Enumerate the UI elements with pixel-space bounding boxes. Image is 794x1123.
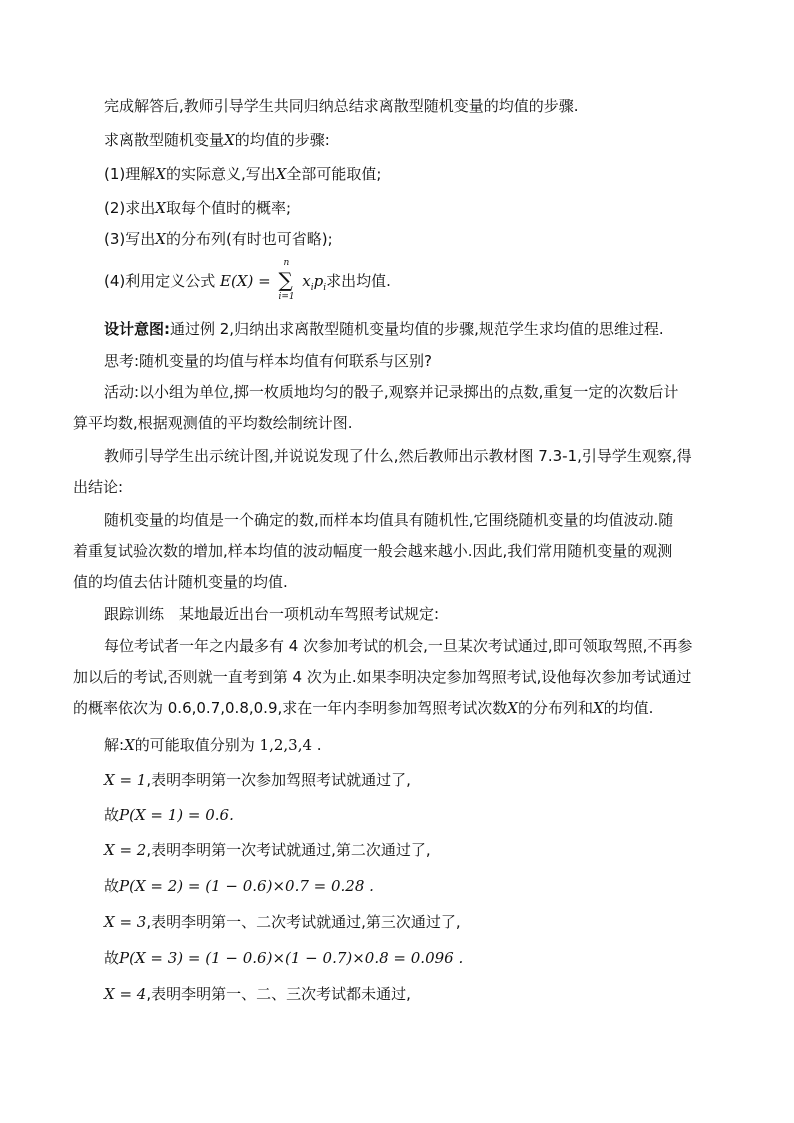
solution-case-2: X = 2,表明李明第一次考试就通过,第二次通过了,: [104, 841, 431, 859]
exercise-line-1: 每位考试者一年之内最多有 4 次参加考试的机会,一旦某次考试通过,即可领取驾照,不再参: [104, 637, 693, 655]
teacher-line-2: 出结论:: [73, 478, 124, 496]
conclusion-line-1: 随机变量的均值是一个确定的数,而样本均值具有随机性,它围绕随机变量的均值波动.随: [104, 511, 674, 529]
step-4: (4)利用定义公式 E(X) = n ∑ i=1 $x_ip_i$求出均值.: [104, 257, 391, 302]
expectation-formula-lhs: E(X) =: [220, 272, 271, 290]
solution-prob-1: 故P(X = 1) = 0.6.: [104, 806, 234, 824]
design-intent: 设计意图:通过例 2,归纳出求离散型随机变量均值的步骤,规范学生求均值的思维过程.: [104, 320, 664, 338]
step-1: (1)理解X的实际意义,写出X全部可能取值;: [104, 165, 382, 183]
solution-prob-3: 故P(X = 3) = (1 − 0.6)×(1 − 0.7)×0.8 = 0.096 .: [104, 949, 464, 967]
solution-case-4: X = 4,表明李明第一、二、三次考试都未通过,: [104, 985, 411, 1003]
exercise-line-2: 加以后的考试,否则就一直考到第 4 次为止.如果李明决定参加驾照考试,设他每次参加考试通过: [73, 668, 692, 686]
text-line-2: 求离散型随机变量X的均值的步骤:: [104, 131, 330, 149]
solution-case-3: X = 3,表明李明第一、二次考试就通过,第三次通过了,: [104, 913, 461, 931]
step-3: (3)写出X的分布列(有时也可省略);: [104, 230, 333, 248]
solution-prob-2: 故P(X = 2) = (1 − 0.6)×0.7 = 0.28 .: [104, 877, 374, 895]
activity-line-1: 活动:以小组为单位,掷一枚质地均匀的骰子,观察并记录掷出的点数,重复一定的次数后计: [104, 383, 679, 401]
teacher-line-1: 教师引导学生出示统计图,并说说发现了什么,然后教师出示教材图 7.3-1,引导学生观察,得: [104, 447, 692, 465]
conclusion-line-3: 值的均值去估计随机变量的均值.: [73, 573, 288, 591]
text-line-1: 完成解答后,教师引导学生共同归纳总结求离散型随机变量的均值的步骤.: [104, 97, 579, 115]
think-question: 思考:随机变量的均值与样本均值有何联系与区别?: [104, 352, 433, 370]
exercise-line-3: 的概率依次为 0.6,0.7,0.8,0.9,求在一年内李明参加驾照考试次数X的分布列和X的均值.: [73, 699, 654, 717]
solution-line-1: 解:X的可能取值分别为 1,2,3,4 .: [104, 736, 322, 754]
solution-case-1: X = 1,表明李明第一次参加驾照考试就通过了,: [104, 771, 411, 789]
exercise-title: 跟踪训练 某地最近出台一项机动车驾照考试规定:: [104, 605, 440, 623]
summation-symbol: n ∑ i=1: [278, 257, 295, 302]
step-2: (2)求出X取每个值时的概率;: [104, 199, 291, 217]
activity-line-2: 算平均数,根据观测值的平均数绘制统计图.: [73, 414, 353, 432]
conclusion-line-2: 着重复试验次数的增加,样本均值的波动幅度一般会越来越小.因此,我们常用随机变量的观测: [73, 542, 673, 560]
